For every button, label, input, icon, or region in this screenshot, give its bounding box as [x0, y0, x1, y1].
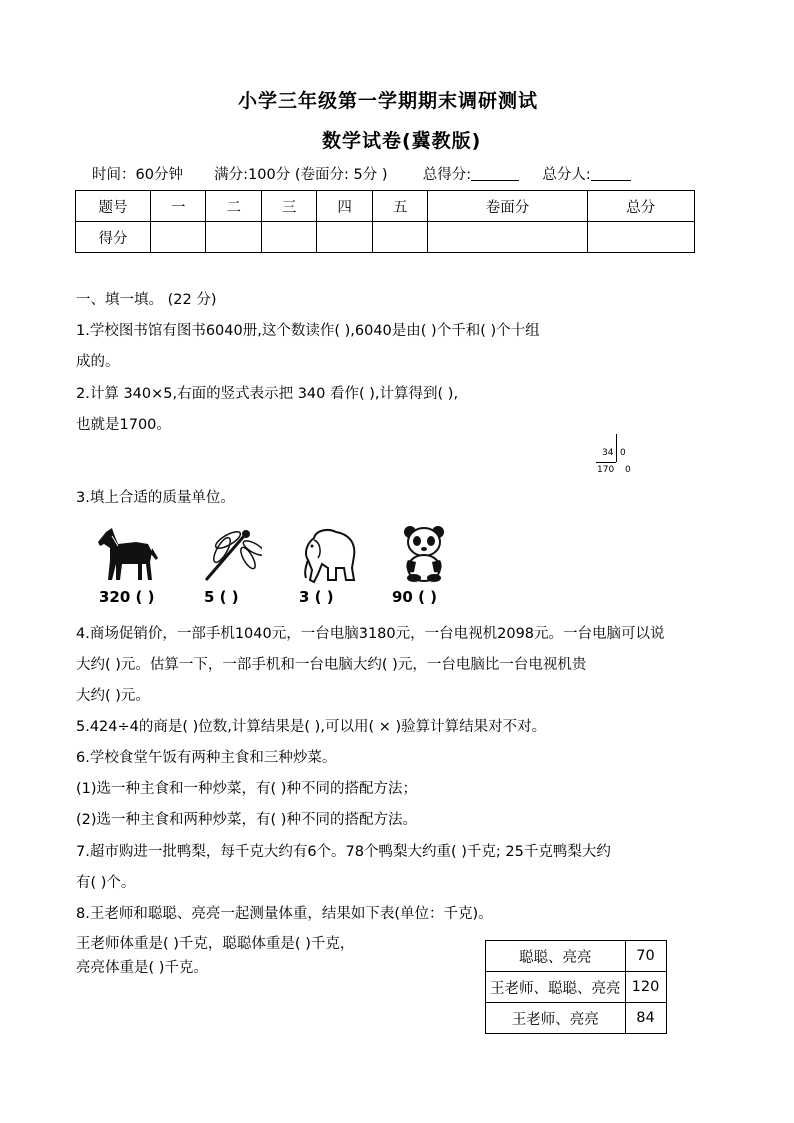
q3-text: 3.填上合适的质量单位。 [76, 490, 235, 506]
weights-row [486, 1003, 667, 1034]
score-cell[interactable] [428, 222, 587, 253]
calc-top-right: 0 [620, 448, 626, 458]
q8-question-line2: 亮亮体重是( )千克。 [76, 960, 208, 976]
score-header-cell: 卷面分 [428, 191, 587, 222]
grader-label: 总分人: [542, 167, 591, 183]
q8-question-line1: 王老师体重是( )千克，聪聪体重是( )千克， [76, 936, 355, 952]
score-header-cell: 总分 [587, 191, 694, 222]
score-header-cell: 题号 [76, 191, 151, 222]
vertical-calculation [596, 434, 640, 478]
section1-heading: 一、填一填。 (22 分) [76, 292, 217, 308]
calc-top-left: 34 [602, 448, 614, 458]
score-cell[interactable] [587, 222, 694, 253]
grader-blank[interactable] [591, 166, 631, 181]
weights-row [486, 972, 667, 1003]
time-label: 时间：60分钟 [92, 167, 183, 183]
q1-line1: 1.学校图书馆有图书6040册,这个数读作( ),6040是由( )个千和( )个十组 [76, 323, 540, 339]
calc-bottom-right: 0 [625, 465, 631, 475]
weights-table [485, 940, 667, 1034]
score-header-cell: 二 [206, 191, 261, 222]
panda-icon [400, 522, 448, 582]
exam-subtitle: 数学试卷(冀教版) [322, 130, 482, 152]
total-score-blank[interactable] [471, 166, 519, 181]
score-table [75, 190, 695, 253]
q5-text: 5.424÷4的商是( )位数,计算结果是( ),可以用( × )验算计算结果对不对。 [76, 719, 547, 735]
total-score-label: 总得分: [422, 167, 472, 183]
dragonfly-weight-label: 5 ( ) [204, 588, 239, 606]
score-cell[interactable] [372, 222, 427, 253]
score-header-cell: 四 [317, 191, 372, 222]
elephant-icon [296, 524, 360, 584]
weights-kg: 84 [625, 1003, 666, 1034]
score-header-cell: 三 [261, 191, 316, 222]
panda-weight-label: 90 ( ) [392, 588, 438, 606]
weights-kg: 70 [625, 941, 666, 972]
q6-part2: (2)选一种主食和两种炒菜，有( )种不同的搭配方法。 [76, 812, 417, 828]
q4-line1: 4.商场促销价，一部手机1040元，一台电脑3180元，一台电视机2098元。一台电脑可以说 [76, 626, 665, 642]
calc-horizontal-line [596, 462, 616, 463]
weights-row [486, 941, 667, 972]
score-cell[interactable] [317, 222, 372, 253]
horse-icon [96, 524, 160, 584]
q4-line3: 大约( )元。 [76, 688, 150, 704]
weights-who: 王老师、聪聪、亮亮 [486, 972, 626, 1003]
score-cell[interactable] [206, 222, 261, 253]
calc-bottom-left: 170 [597, 465, 615, 475]
full-score-label: 满分:100分 (卷面分: 5分 ) [214, 167, 388, 183]
q7-line2: 有( )个。 [76, 875, 136, 891]
dragonfly-icon [198, 526, 262, 584]
elephant-weight-label: 3 ( ) [299, 588, 334, 606]
score-cell[interactable] [261, 222, 316, 253]
q6-part1: (1)选一种主食和一种炒菜，有( )种不同的搭配方法； [76, 781, 417, 797]
q7-line1: 7.超市购进一批鸭梨，每千克大约有6个。78个鸭梨大约重( )千克; 25千克鸭梨大约 [76, 844, 611, 860]
exam-info-line [92, 165, 631, 185]
score-row-label: 得分 [76, 222, 151, 253]
q4-line2: 大约( )元。估算一下，一部手机和一台电脑大约( )元，一台电脑比一台电视机贵 [76, 657, 587, 673]
q6-text: 6.学校食堂午饭有两种主食和三种炒菜。 [76, 750, 337, 766]
calc-vertical-line [616, 434, 617, 462]
weights-kg: 120 [625, 972, 666, 1003]
q2-line1: 2.计算 340×5,右面的竖式表示把 340 看作( ),计算得到( ), [76, 386, 459, 402]
score-header-cell: 五 [372, 191, 427, 222]
weights-who: 聪聪、亮亮 [486, 941, 626, 972]
q2-line2: 也就是1700。 [76, 417, 171, 433]
score-table-header-row [76, 191, 695, 222]
score-header-cell: 一 [151, 191, 206, 222]
score-table-score-row [76, 222, 695, 253]
weights-who: 王老师、亮亮 [486, 1003, 626, 1034]
q8-text: 8.王老师和聪聪、亮亮一起测量体重，结果如下表(单位：千克)。 [76, 906, 493, 922]
score-cell[interactable] [151, 222, 206, 253]
q1-line2: 成的。 [76, 354, 120, 370]
exam-title: 小学三年级第一学期期末调研测试 [238, 90, 539, 112]
horse-weight-label: 320 ( ) [99, 588, 155, 606]
